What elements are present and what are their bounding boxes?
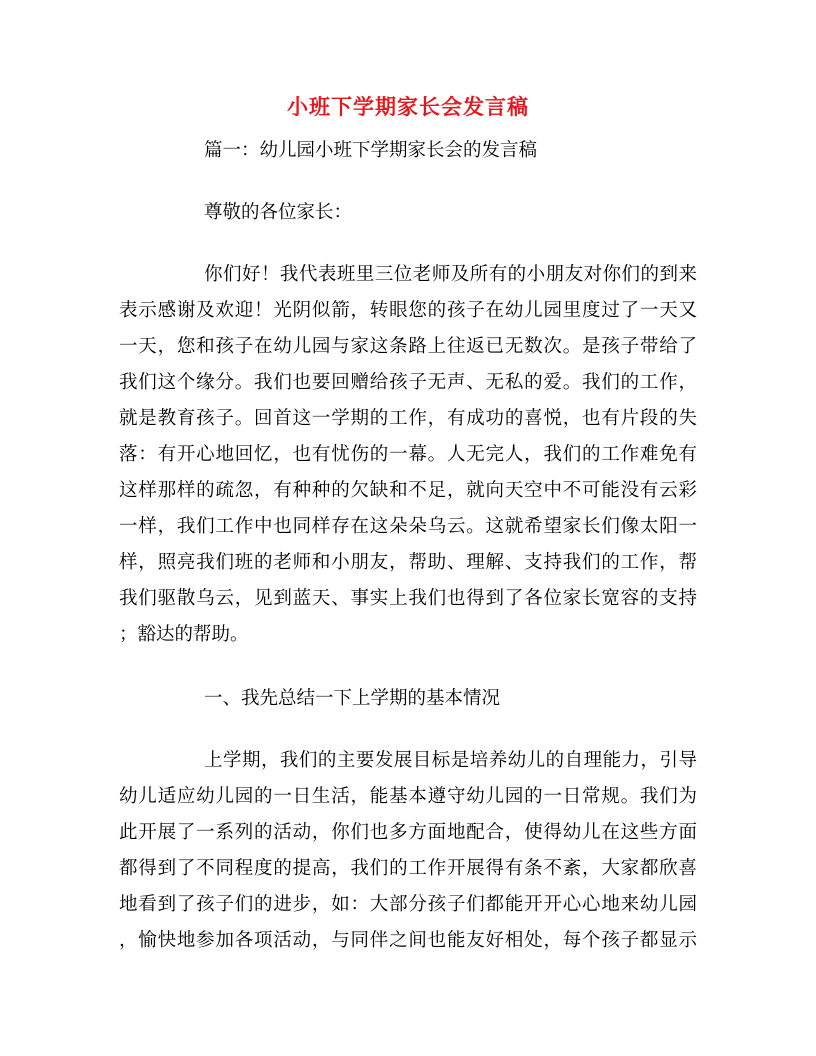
- document-title: 小班下学期家长会发言稿: [287, 94, 529, 119]
- paragraph-line: 样，照亮我们班的老师和小朋友，帮助、理解、支持我们的工作，帮: [119, 552, 697, 573]
- section-heading: 一、我先总结一下上学期的基本情况: [204, 688, 501, 709]
- paragraph-line: 这样那样的疏忽，有种种的欠缺和不足，就向天空中不可能没有云彩: [119, 480, 697, 501]
- paragraph-line: 上学期，我们的主要发展目标是培养幼儿的自理能力，引导: [204, 750, 697, 771]
- paragraph-line: 幼儿适应幼儿园的一日生活，能基本遵守幼儿园的一日常规。我们为: [119, 786, 697, 807]
- paragraph-line: 落：有开心地回忆，也有忧伤的一幕。人无完人，我们的工作难免有: [119, 444, 697, 465]
- paragraph-line: ；豁达的帮助。: [119, 624, 249, 645]
- paragraph-line: 此开展了一系列的活动，你们也多方面地配合，使得幼儿在这些方面: [119, 822, 697, 843]
- paragraph-line: 你们好！我代表班里三位老师及所有的小朋友对你们的到来: [204, 264, 697, 285]
- paragraph-line: 都得到了不同程度的提高，我们的工作开展得有条不紊，大家都欣喜: [119, 858, 697, 879]
- paragraph-line: 表示感谢及欢迎！光阴似箭，转眼您的孩子在幼儿园里度过了一天又: [119, 300, 697, 321]
- subtitle: 篇一：幼儿园小班下学期家长会的发言稿: [204, 140, 538, 161]
- paragraph-line: ，愉快地参加各项活动，与同伴之间也能友好相处，每个孩子都显示: [119, 930, 697, 951]
- paragraph-line: 我们驱散乌云，见到蓝天、事实上我们也得到了各位家长宽容的支持: [119, 588, 697, 609]
- greeting: 尊敬的各位家长：: [204, 202, 353, 223]
- paragraph-line: 我们这个缘分。我们也要回赠给孩子无声、无私的爱。我们的工作，: [119, 372, 697, 393]
- paragraph-line: 一天，您和孩子在幼儿园与家这条路上往返已无数次。是孩子带给了: [119, 336, 697, 357]
- paragraph-line: 就是教育孩子。回首这一学期的工作，有成功的喜悦，也有片段的失: [119, 408, 697, 429]
- paragraph-line: 一样，我们工作中也同样存在这朵朵乌云。这就希望家长们像太阳一: [119, 516, 697, 537]
- paragraph-line: 地看到了孩子们的进步，如：大部分孩子们都能开开心心地来幼儿园: [119, 894, 697, 915]
